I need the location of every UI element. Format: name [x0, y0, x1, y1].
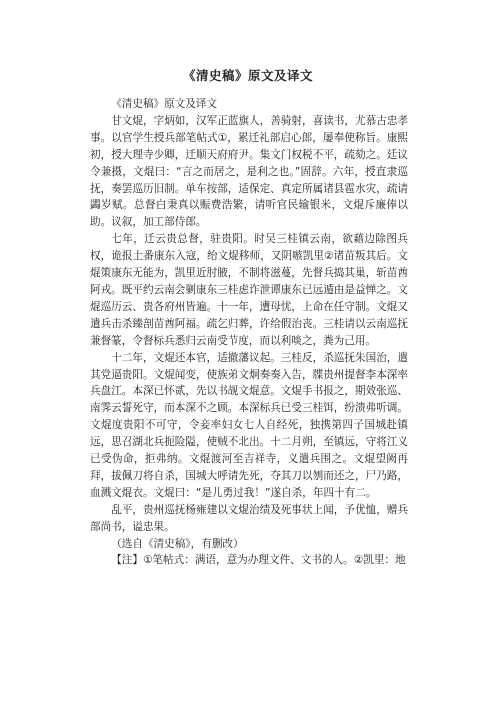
- paragraph-subtitle: 《清史稿》原文及译文: [111, 98, 218, 110]
- paragraph-1: 甘文焜，字炳如，汉军正蓝旗人，善骑射，喜读书，尤慕古忠孝事。以官学生授兵部笔帖式①，累迁礼部启心郎，屡奉使称旨。康熙初，授大理寺少卿，迁顺天府府尹。集文门权税不平，疏劾之。廷议令兼摄，文焜曰：“言之而居之，是利之也。”固辞。六年，授直隶巡抚，奏罢巡历旧制。单车按部，适保定、真定所属诸县雹水灾，疏请蠲岁赋。总督白秉真以赈费浩繁，请听官民输银米，文焜斥廉俸以助。议叙，加工部侍郎。: [90, 114, 408, 229]
- paragraph-source: （选自《清史稿》，有删改）: [111, 537, 244, 550]
- document-title: 《清史稿》原文及译文: [182, 68, 313, 83]
- paragraph-notes: 【注】①笔帖式：满语，意为办理文件、文书的人。②凯里：地: [111, 554, 406, 567]
- paragraph-3: 十二年，文焜还本官，适撤藩议起。三桂反，杀巡抚朱国治，遣其党逼贵阳。文焜闻变，使族弟文炯奏奏入告，牒贵州提督李本深率兵盘江。本深已怀贰，先以书觇文焜意。文焜手书报之，期效张巡、南霁云誓死守，而本深不之顾。本深标兵已受三桂饵，纷溃弗听调。文焜度贵阳不可守，令妾率妇女七人自经死，独携第四子国城赴镇远，思召湖北兵扼险隘，使贼不北出。十二月朔，至镇远，守将江义已受伪命，拒弗纳。文焜渡河至吉祥寺，义遣兵围之。文焜望阙再拜，拔佩刀将自杀，国城大呼请先死，夺其刀以刎而还之，尸乃路，血溅文焜衣。文焜曰：“是儿勇过我！”遂自杀，年四十有二。: [90, 351, 408, 499]
- document-body: [90, 96, 408, 569]
- paragraph-4: 乱平，贵州巡抚杨雍建以文焜治绩及死事状上闻，予优恤，赠兵部尚书，谥忠果。: [90, 503, 408, 533]
- paragraph-2: 七年，迁云贵总督，驻贵阳。时吴三桂镇云南，欲藉边除图兵权，诡报土番康东入寇，绐文焜移师，又阴嗾凯里②诸苗叛其后。文焜策康东无能为，凯里近肘腋，不制将滋蔓，先督兵捣其巢，斩苗酋阿戎。既平约云南会剿康东三桂虑诈泄谭康东已远遁由是益惮之。文焜巡历云、贵各府州皆遍。十一年，遭母忧，上命在任守制。文焜又遣兵击杀臻剖苗酋阿福。疏乞归葬，许给假治丧。三桂请以云南巡抚兼督篆，令督标兵悉归云南受节度，而以利啖之，粪为己用。: [90, 233, 408, 347]
